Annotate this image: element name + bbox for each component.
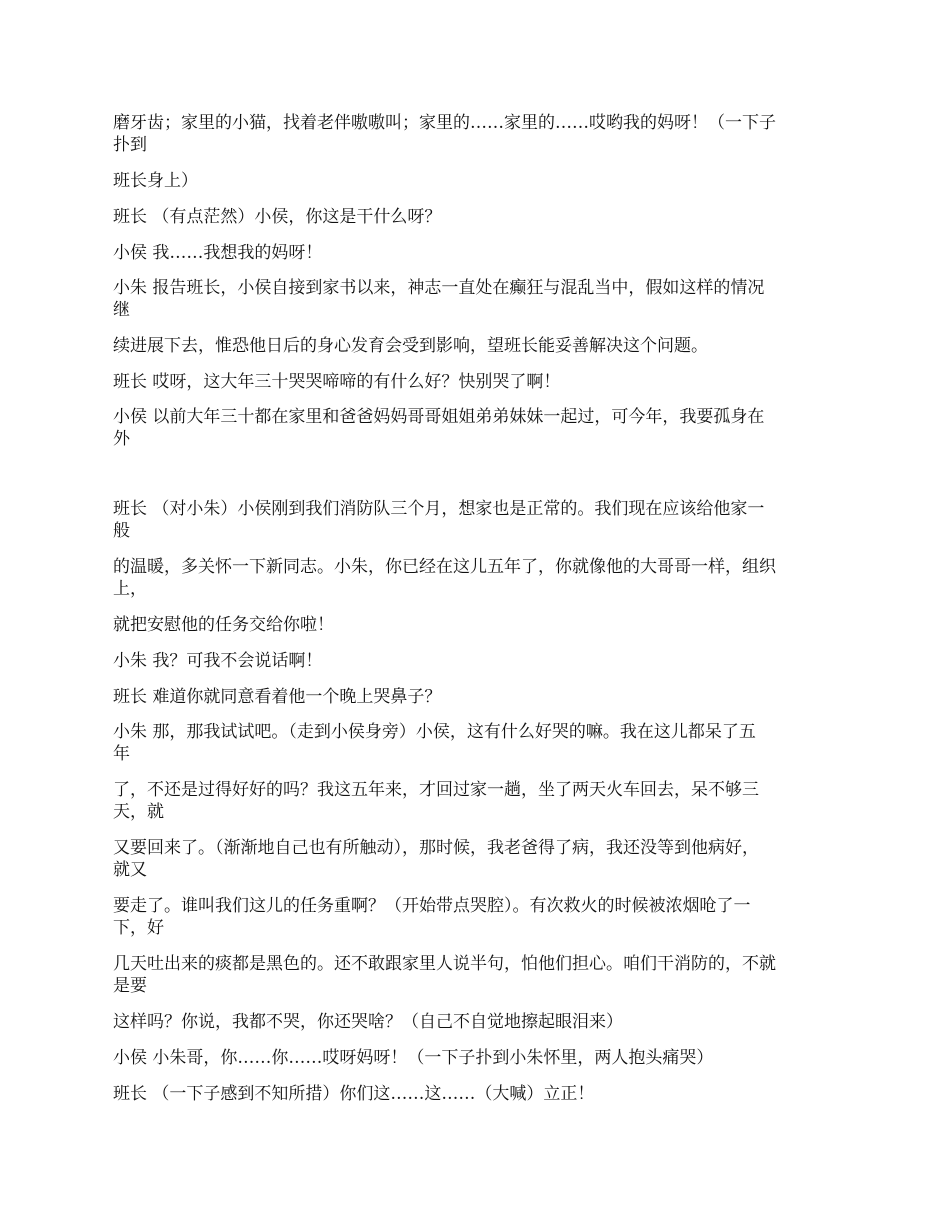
text-line: 年 <box>113 744 130 764</box>
text-line: 磨牙齿；家里的小猫，找着老伴嗷嗷叫；家里的……家里的……哎哟我的妈呀！（一下子 <box>113 113 776 133</box>
text-line: 班长 （有点茫然）小侯，你这是干什么呀？ <box>113 207 442 227</box>
text-line: 班长 （一下子感到不知所措）你们这……这……（大喊）立正！ <box>113 1084 595 1104</box>
text-line: 上， <box>113 579 147 599</box>
text-line: 了，不还是过得好好的吗？我这五年来，才回过家一趟，坐了两天火车回去，呆不够三 <box>113 780 759 800</box>
text-line: 的温暖，多关怀一下新同志。小朱，你已经在这儿五年了，你就像他的大哥哥一样，组织 <box>113 557 776 577</box>
text-line: 要走了。谁叫我们这儿的任务重啊？（开始带点哭腔）。有次救火的时候被浓烟呛了一 <box>113 896 751 916</box>
text-line: 又要回来了。（渐渐地自己也有所触动），那时候，我老爸得了病，我还没等到他病好， <box>113 838 759 858</box>
text-line: 天，就 <box>113 802 164 822</box>
text-line: 班长 哎呀，这大年三十哭哭啼啼的有什么好？快别哭了啊！ <box>113 372 561 392</box>
text-line: 般 <box>113 521 130 541</box>
text-line: 小朱 那，那我试试吧。（走到小侯身旁）小侯，这有什么好哭的嘛。我在这儿都呆了五 <box>113 722 756 742</box>
text-line: 班长 （对小朱）小侯刚到我们消防队三个月，想家也是正常的。我们现在应该给他家一 <box>113 499 765 519</box>
text-line: 小侯 小朱哥，你……你……哎呀妈呀！（一下子扑到小朱怀里，两人抱头痛哭） <box>113 1048 714 1068</box>
text-line: 班长 难道你就同意看着他一个晚上哭鼻子？ <box>113 687 442 707</box>
text-line: 就把安慰他的任务交给你啦！ <box>113 615 334 635</box>
text-line: 继 <box>113 300 130 320</box>
text-line: 是要 <box>113 976 147 996</box>
text-line: 下，好 <box>113 918 164 938</box>
text-line: 班长身上） <box>113 171 198 191</box>
text-line: 续进展下去，惟恐他日后的身心发育会受到影响，望班长能妥善解决这个问题。 <box>113 336 708 356</box>
text-line: 几天吐出来的痰都是黑色的。还不敢跟家里人说半句，怕他们担心。咱们干消防的，不就 <box>113 954 776 974</box>
text-line: 这样吗？你说，我都不哭，你还哭啥？（自己不自觉地擦起眼泪来） <box>113 1012 623 1032</box>
text-line: 小侯 以前大年三十都在家里和爸爸妈妈哥哥姐姐弟弟妹妹一起过，可今年，我要孤身在 <box>113 407 765 427</box>
text-line: 外 <box>113 429 130 449</box>
text-line: 就又 <box>113 860 147 880</box>
text-line: 小朱 我？可我不会说话啊！ <box>113 651 323 671</box>
text-line: 小朱 报告班长，小侯自接到家书以来，神志一直处在癫狂与混乱当中，假如这样的情况 <box>113 278 765 298</box>
text-line: 小侯 我……我想我的妈呀！ <box>113 243 323 263</box>
text-line: 扑到 <box>113 135 147 155</box>
